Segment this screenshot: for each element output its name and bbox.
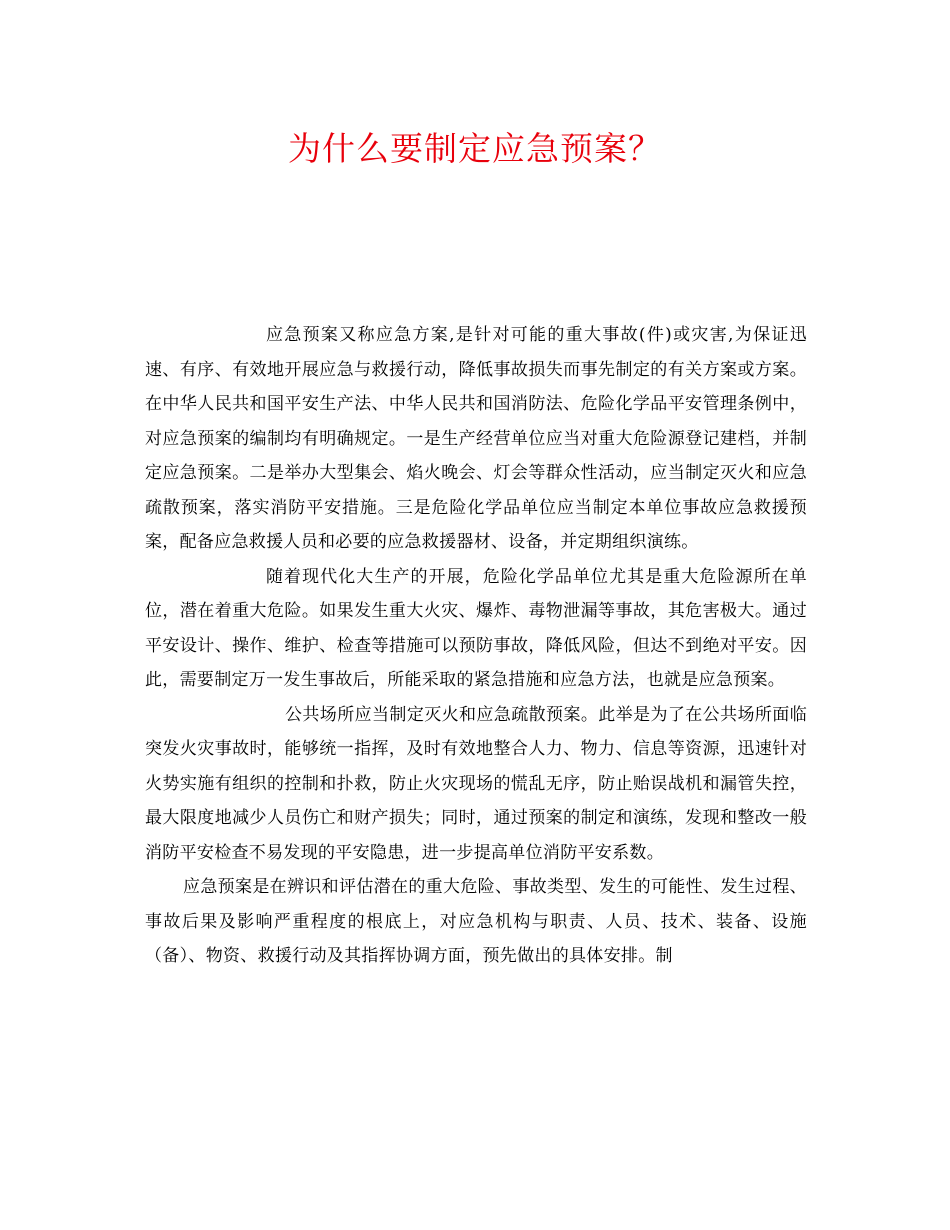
paragraph-4: 应急预案是在辨识和评估潜在的重大危险、事故类型、发生的可能性、发生过程、事故后果及影响严重程度的根底上，对应急机构与职责、人员、技术、装备、设施（备）、物资、救援行动及其指挥协调方面，预先做出的具体安排。制 xyxy=(145,877,807,966)
document-title: 为什么要制定应急预案？ xyxy=(288,129,662,168)
paragraph-3: 公共场所应当制定灭火和应急疏散预案。此举是为了在公共场所面临突发火灾事故时，能够统一指挥，及时有效地整合人力、物力、信息等资源，迅速针对火势实施有组织的控制和扑救，防止火灾现场的慌乱无序，防止贻误战机和漏管失控，最大限度地减少人员伤亡和财产损失；同时，通过预案的制定和演练，发现和整改一般消防平安检查不易发现的平安隐患，进一步提高单位消防平安系数。 xyxy=(145,704,807,863)
paragraph-2: 随着现代化大生产的开展，危险化学品单位尤其是重大危险源所在单位，潜在着重大危险。如果发生重大火灾、爆炸、毒物泄漏等事故，其危害极大。通过平安设计、操作、维护、检查等措施可以预防事故，降低风险，但达不到绝对平安。因此，需要制定万一发生事故后，所能采取的紧急措施和应急方法，也就是应急预案。 xyxy=(145,566,807,690)
paragraph-1: 应急预案又称应急方案,是针对可能的重大事故(件)或灾害,为保证迅速、有序、有效地开展应急与救援行动，降低事故损失而事先制定的有关方案或方案。在中华人民共和国平安生产法、中华人民共和国消防法、危险化学品平安管理条例中，对应急预案的编制均有明确规定。一是生产经营单位应当对重大危险源登记建档，并制定应急预案。二是举办大型集会、焰火晚会、灯会等群众性活动，应当制定灭火和应急疏散预案，落实消防平安措施。三是危险化学品单位应当制定本单位事故应急救援预案，配备应急救援人员和必要的应急救援器材、设备，并定期组织演练。 xyxy=(145,325,807,552)
document-body xyxy=(145,318,807,974)
